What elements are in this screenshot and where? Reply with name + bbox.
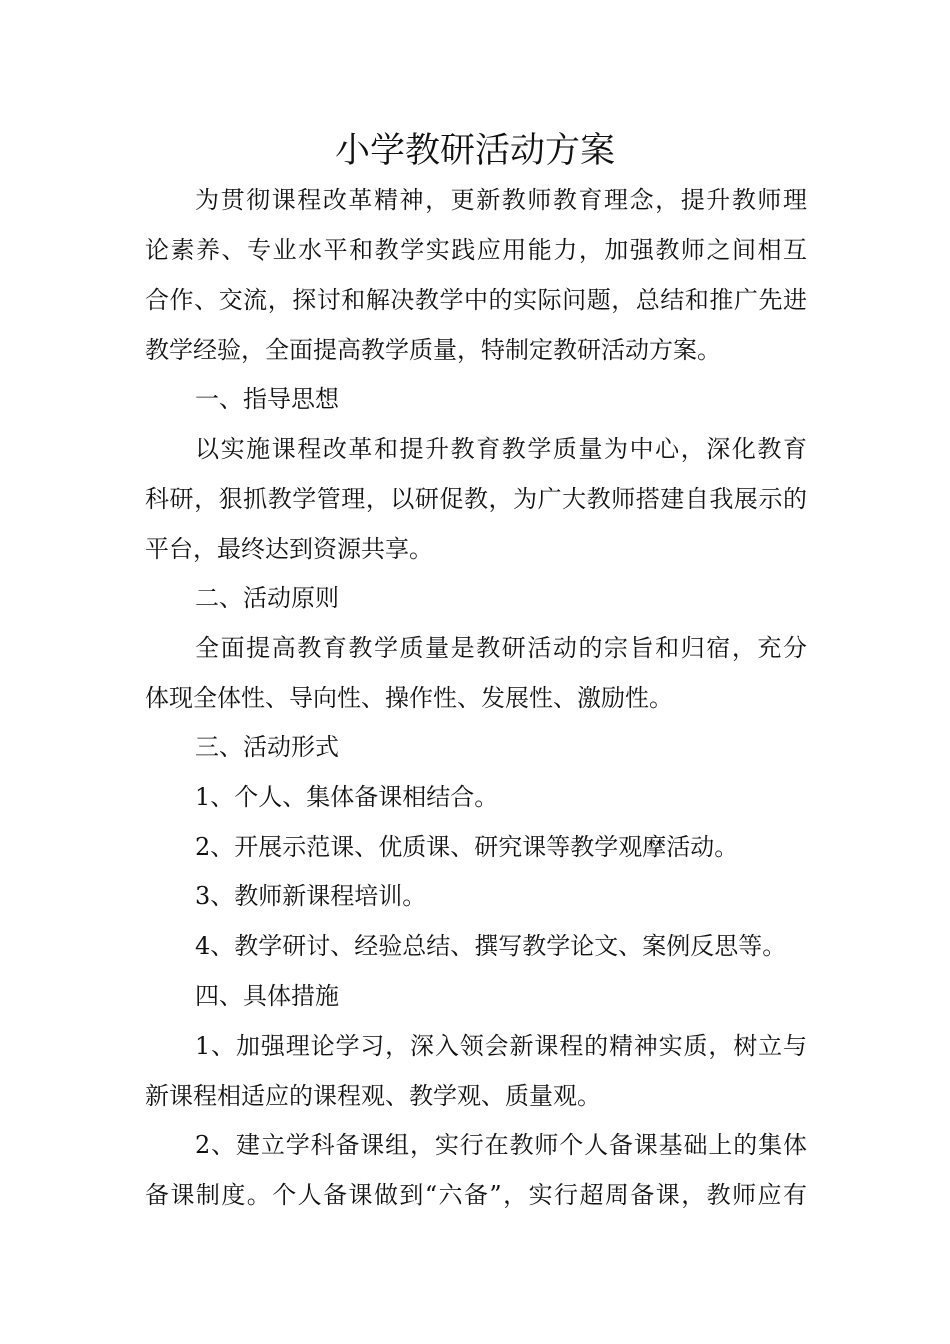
paragraph-line: 体现全体性、导向性、操作性、发展性、激励性。 bbox=[145, 684, 673, 712]
section-heading: 一、指导思想 bbox=[195, 385, 339, 413]
paragraph-line: 合作、交流，探讨和解决教学中的实际问题，总结和推广先进 bbox=[145, 286, 807, 314]
paragraph-line: 新课程相适应的课程观、教学观、质量观。 bbox=[145, 1082, 601, 1110]
paragraph-line: 教学经验，全面提高教学质量，特制定教研活动方案。 bbox=[145, 336, 721, 364]
section-heading: 三、活动形式 bbox=[195, 733, 339, 761]
paragraph-line: 论素养、专业水平和教学实践应用能力，加强教师之间相互 bbox=[145, 236, 807, 264]
list-item: 4、教学研讨、经验总结、撰写教学论文、案例反思等。 bbox=[195, 932, 787, 960]
document-title: 小学教研活动方案 bbox=[334, 131, 615, 171]
paragraph-line: 科研，狠抓教学管理，以研促教，为广大教师搭建自我展示的 bbox=[145, 485, 807, 513]
paragraph-line: 平台，最终达到资源共享。 bbox=[145, 535, 433, 563]
paragraph-line: 备课制度。个人备课做到“六备”，实行超周备课，教师应有 bbox=[145, 1181, 807, 1209]
paragraph-line: 全面提高教育教学质量是教研活动的宗旨和归宿，充分 bbox=[195, 634, 807, 662]
list-item: 1、个人、集体备课相结合。 bbox=[195, 783, 499, 811]
paragraph-line: 为贯彻课程改革精神，更新教师教育理念，提升教师理 bbox=[195, 186, 807, 214]
list-item: 2、开展示范课、优质课、研究课等教学观摩活动。 bbox=[195, 833, 739, 861]
list-item: 3、教师新课程培训。 bbox=[195, 882, 427, 910]
paragraph-line: 1、加强理论学习，深入领会新课程的精神实质，树立与 bbox=[195, 1032, 807, 1060]
section-heading: 四、具体措施 bbox=[195, 982, 339, 1010]
paragraph-line: 以实施课程改革和提升教育教学质量为中心，深化教育 bbox=[195, 435, 807, 463]
section-heading: 二、活动原则 bbox=[195, 584, 339, 612]
paragraph-line: 2、建立学科备课组，实行在教师个人备课基础上的集体 bbox=[195, 1131, 807, 1159]
